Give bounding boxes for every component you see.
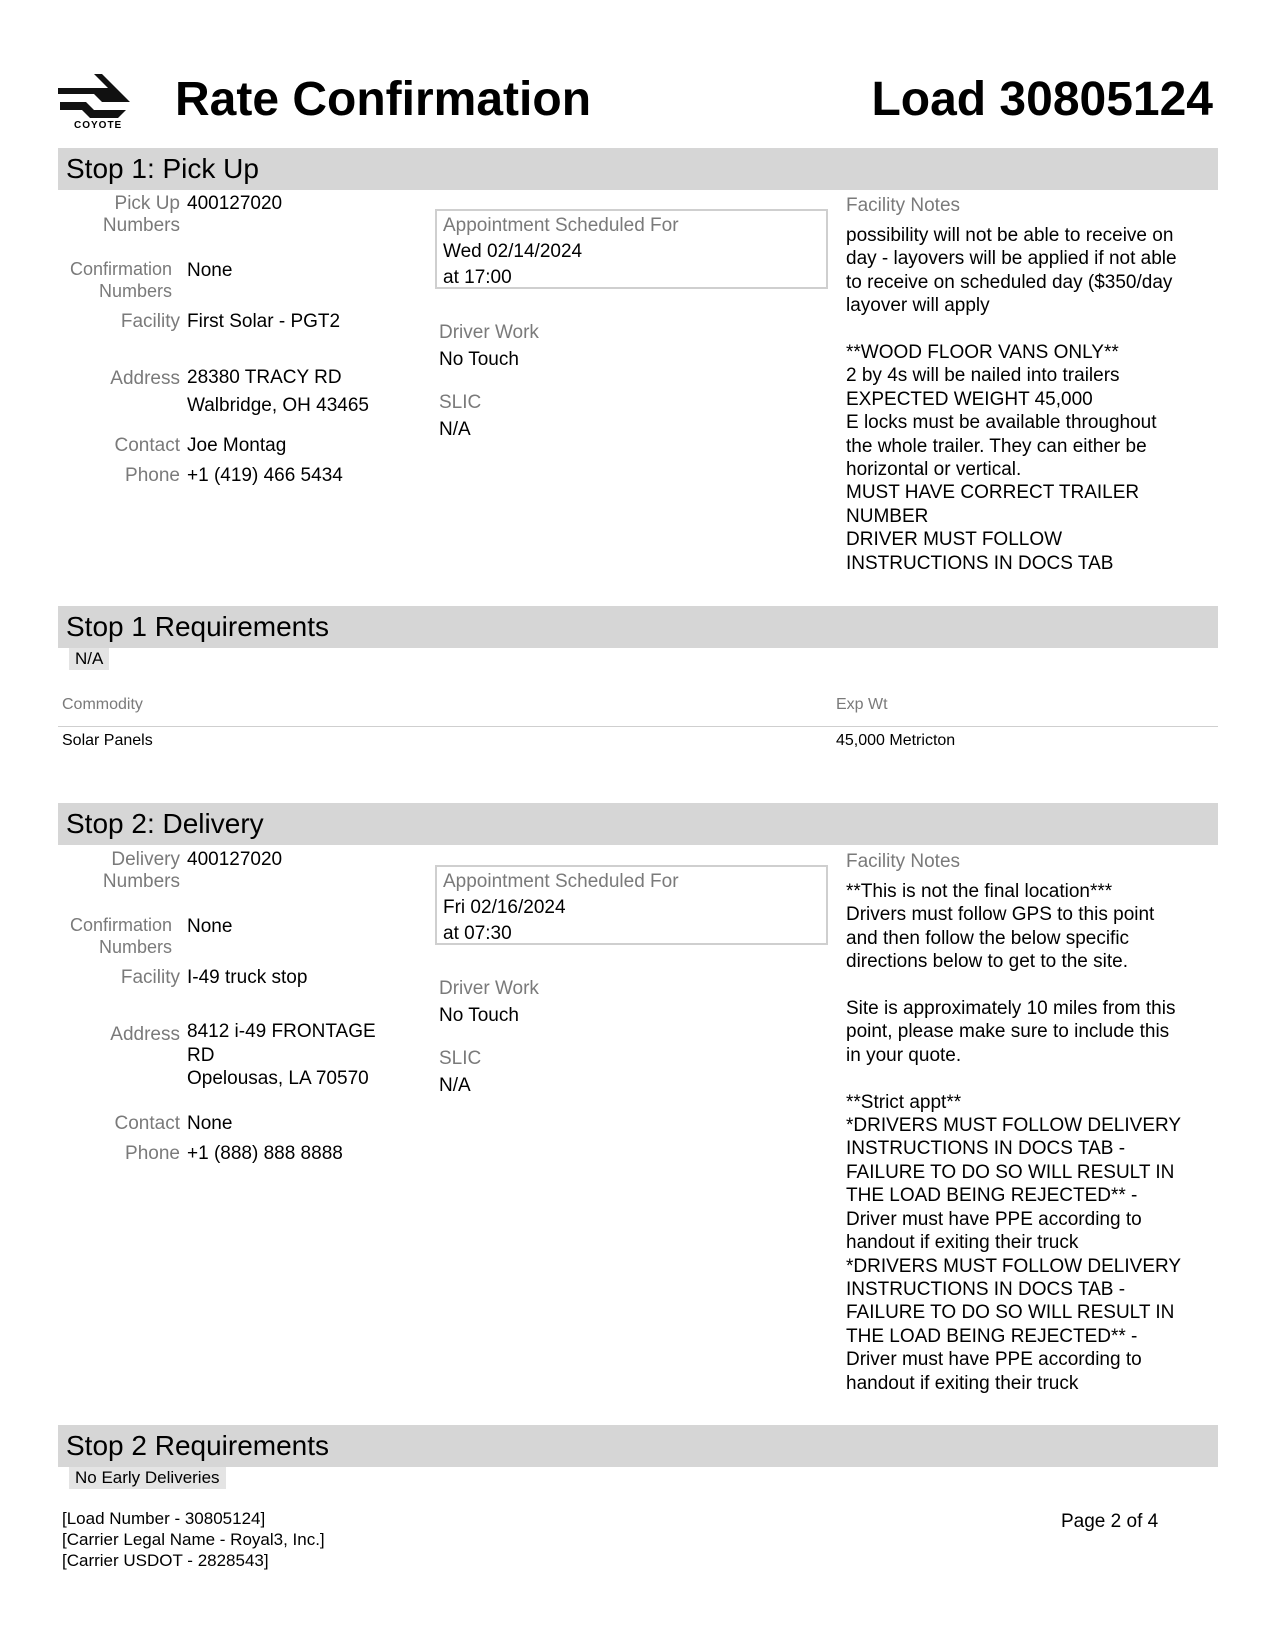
stop2-driver-work-label: Driver Work [439,978,539,999]
stop2-address-label: Address [110,1024,180,1045]
stop2-slic-label: SLIC [439,1048,482,1069]
stop2-appt-label: Appointment Scheduled For [443,871,679,892]
stop2-appt-time: at 07:30 [443,923,512,944]
stop1-facility-notes-label: Facility Notes [846,195,961,216]
stop1-appt-time: at 17:00 [443,267,512,288]
stop2-address: 8412 i-49 FRONTAGE RD Opelousas, LA 70570 [187,1021,376,1089]
commodity-divider [58,726,1218,727]
stop2-slic: N/A [439,1075,471,1096]
footer-load-number: [Load Number - 30805124] [62,1509,266,1528]
coyote-logo [56,72,136,132]
stop2-requirement-tag: No Early Deliveries [69,1467,226,1489]
stop1-facility-label: Facility [120,311,180,332]
stop1-appt-label: Appointment Scheduled For [443,215,679,236]
coyote-logo-icon [56,72,136,118]
load-number-title: Load 30805124 [871,73,1213,126]
stop1-facility-notes: possibility will not be able to receive on day - layovers will be applied if not able to receive on scheduled day ($350/day layover will apply **WOOD FLOOR VANS ONLY** 2 by 4s will be nailed into trailers EXPECTED WEIGHT 45,000 E locks must be available throughout the whole trailer. They can either be horizontal or vertical. MUST HAVE CORRECT TRAILER NUMBER DRIVER MUST FOLLOW INSTRUCTIONS IN DOCS TAB [846,225,1177,574]
exp-wt-header: Exp Wt [836,696,888,713]
stop2-confirmation-label: Confirmation Numbers [69,915,172,957]
stop2-contact-label: Contact [114,1113,180,1134]
stop1-pickup-numbers-label: Pick Up Numbers [102,193,180,236]
stop1-requirements-heading: Stop 1 Requirements [58,606,1218,648]
stop2-confirmation: None [187,916,233,937]
stop2-driver-work: No Touch [439,1005,519,1026]
stop1-slic-label: SLIC [439,392,482,413]
stop1-phone-label: Phone [125,465,180,486]
stop1-contact: Joe Montag [187,435,287,456]
exp-wt-value: 45,000 Metricton [836,732,956,749]
stop2-delivery-numbers: 400127020 [187,849,283,870]
stop2-requirements-heading: Stop 2 Requirements [58,1425,1218,1467]
stop1-confirmation: None [187,260,233,281]
stop2-heading: Stop 2: Delivery [58,803,1218,845]
stop1-driver-work: No Touch [439,349,519,370]
stop1-address: 28380 TRACY RD Walbridge, OH 43465 [187,367,370,416]
stop2-facility: I-49 truck stop [187,967,308,988]
logo-text: COYOTE [74,120,123,131]
stop1-appointment-box [435,209,828,289]
stop2-contact: None [187,1113,233,1134]
stop2-facility-notes: **This is not the final location*** Drivers must follow GPS to this point and then follow the below specific directions below to get to the site. Site is approximately 10 miles from this point, please make sure to include this in your quote. **Strict appt** *DRIVERS MUST FOLLOW DELIVERY INSTRUCTIONS IN DOCS TAB - FAILURE TO DO SO WILL RESULT IN THE LOAD BEING REJECTED** - Driver must have PPE according to handout if exiting their truck *DRIVERS MUST FOLLOW DELIVERY INSTRUCTIONS IN DOCS TAB - FAILURE TO DO SO WILL RESULT IN THE LOAD BEING REJECTED** - Driver must have PPE according to handout if exiting their truck [846,881,1182,1394]
footer-carrier-usdot: [Carrier USDOT - 2828543] [62,1551,269,1570]
stop1-facility: First Solar - PGT2 [187,311,341,332]
stop1-appt-date: Wed 02/14/2024 [443,241,583,262]
stop1-address-label: Address [110,368,180,389]
stop1-confirmation-label: Confirmation Numbers [69,259,172,301]
footer-carrier-name: [Carrier Legal Name - Royal3, Inc.] [62,1530,325,1549]
commodity-header: Commodity [62,696,143,713]
stop1-requirement-tag: N/A [69,648,109,670]
stop2-delivery-numbers-label: Delivery Numbers [102,849,180,892]
stop2-facility-notes-label: Facility Notes [846,851,961,872]
stop1-slic: N/A [439,419,471,440]
commodity-value: Solar Panels [62,732,153,749]
document-title: Rate Confirmation [175,73,592,126]
stop1-heading: Stop 1: Pick Up [58,148,1218,190]
stop1-contact-label: Contact [114,435,180,456]
stop2-phone: +1 (888) 888 8888 [187,1143,343,1164]
stop1-phone: +1 (419) 466 5434 [187,465,343,486]
stop2-facility-label: Facility [120,967,180,988]
stop2-appt-date: Fri 02/16/2024 [443,897,566,918]
stop2-appointment-box [435,865,828,945]
stop2-phone-label: Phone [125,1143,180,1164]
stop1-driver-work-label: Driver Work [439,322,539,343]
stop1-pickup-numbers: 400127020 [187,193,283,214]
footer-page-number: Page 2 of 4 [1061,1511,1159,1532]
